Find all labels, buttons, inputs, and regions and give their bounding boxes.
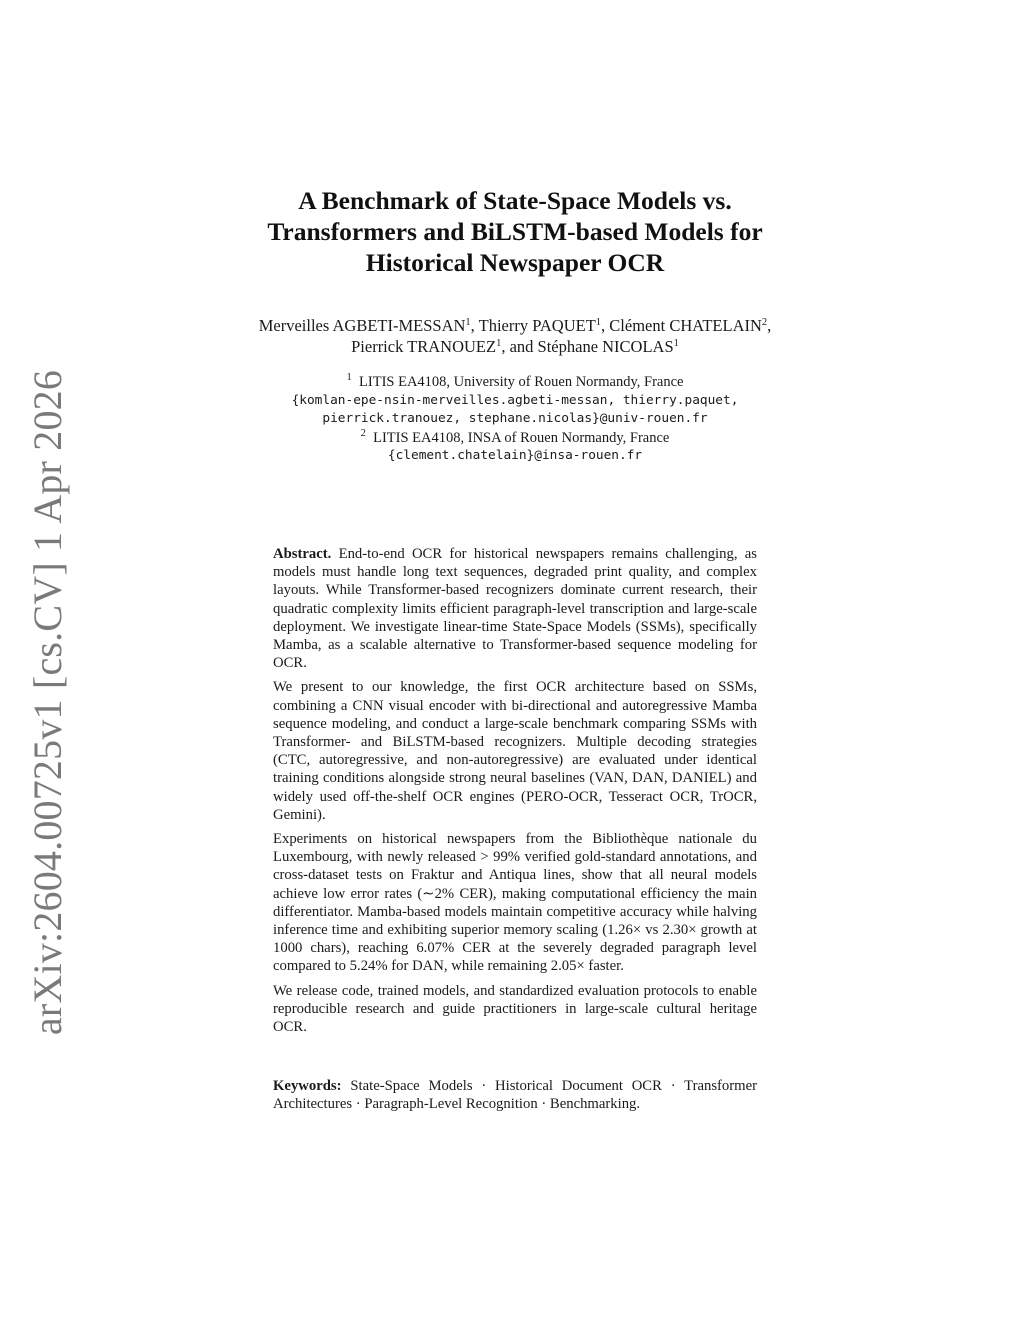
arxiv-id-text: arXiv:2604.00725v1 [cs.CV] 1 Apr 2026 xyxy=(25,369,70,1036)
author-separator: , xyxy=(470,316,479,335)
affiliation-2-text: LITIS EA4108, INSA of Rouen Normandy, France xyxy=(373,429,670,446)
author-line-2 xyxy=(200,336,830,357)
author-line-1 xyxy=(200,315,830,336)
affiliation-1-email-line-2: pierrick.tranouez, stephane.nicolas}@univ-rouen.fr xyxy=(322,411,708,426)
author-name: Merveilles AGBETI-MESSAN xyxy=(258,316,466,335)
author-affil-mark: 1 xyxy=(673,338,679,349)
author-affil-mark: 2 xyxy=(761,317,768,328)
affiliation-2 xyxy=(200,429,830,448)
author-affil-mark: 1 xyxy=(595,317,602,328)
abstract-p1-text: End-to-end OCR for historical newspapers remains challenging, as models must handle long text sequences, degraded print quality, and complex layouts. While Transformer-based recognizers dominate current research, their quadratic complexity limits efficient paragraph-level transcription and large-scale deployment. We investigate linear-time State-Space Models (SSMs), specifically Mamba, as a scalable alternative to Transformer-based sequence modeling for OCR. xyxy=(273,546,757,672)
author-affil-mark: 1 xyxy=(496,338,502,349)
title-line-1: A Benchmark of State-Space Models vs. xyxy=(298,186,732,215)
affiliation-1-mark: 1 xyxy=(346,372,352,383)
keywords-text: State-Space Models · Historical Document OCR · Transformer Architectures · Paragraph-Level Recognition · Benchmarking. xyxy=(273,1078,757,1113)
paper-title xyxy=(200,185,830,278)
title-line-3: Historical Newspaper OCR xyxy=(365,248,665,277)
affiliation-2-email: {clement.chatelain}@insa-rouen.fr xyxy=(387,448,643,463)
author-separator: , xyxy=(767,316,772,335)
arxiv-identifier xyxy=(8,0,88,1325)
abstract-paragraph-2: We present to our knowledge, the first OCR architecture based on SSMs, combining a CNN visual encoder with bi-directional and autoregressive Mamba sequence modeling, and conduct a large-scale benchmark comparing SSMs with Transformer- and BiLSTM-based recognizers. Multiple decoding strategies (CTC, autoregressive, and non-autoregressive) are evaluated under identical training conditions alongside strong neural baselines (VAN, DAN, DANIEL) and widely used off-the-shelf OCR engines (PERO-OCR, Tesseract OCR, TrOCR, Gemini). xyxy=(273,679,757,823)
title-line-2: Transformers and BiLSTM-based Models for xyxy=(267,217,763,246)
abstract xyxy=(273,545,757,1042)
abstract-label: Abstract. xyxy=(273,546,332,562)
affiliation-1-email-line-1: {komlan-epe-nsin-merveilles.agbeti-messan, thierry.paquet, xyxy=(291,392,739,408)
keywords xyxy=(273,1077,757,1113)
author-name: Thierry PAQUET xyxy=(478,316,596,335)
keywords-label: Keywords: xyxy=(273,1078,342,1094)
author-last-separator: , and xyxy=(501,337,538,356)
abstract-paragraph-4: We release code, trained models, and standardized evaluation protocols to enable reproducible research and guide practitioners in large-scale cultural heritage OCR. xyxy=(273,982,757,1036)
affiliations xyxy=(200,373,830,466)
author-separator: , xyxy=(601,316,610,335)
affiliation-1 xyxy=(200,373,830,392)
author-name: Stéphane NICOLAS xyxy=(537,337,674,356)
author-name: Clément CHATELAIN xyxy=(609,316,762,335)
abstract-paragraph-1 xyxy=(273,545,757,672)
affiliation-1-text: LITIS EA4108, University of Rouen Normandy, France xyxy=(359,374,684,390)
abstract-paragraph-3: Experiments on historical newspapers from the Bibliothèque nationale du Luxembourg, with newly released > 99% verified gold-standard annotations, and cross-dataset tests on Fraktur and Antiqua lines, show that all neural models achieve low error rates (∼2% CER), making computational efficiency the main differentiator. Mamba-based models maintain competitive accuracy while halving inference time and exhibiting superior memory scaling (1.26× vs 2.30× growth at 1000 chars), reaching 6.07% CER at the severely degraded paragraph level compared to 5.24% for DAN, while remaining 2.05× faster. xyxy=(273,831,757,975)
affiliation-2-mark: 2 xyxy=(360,427,366,439)
author-list xyxy=(200,315,830,357)
author-affil-mark: 1 xyxy=(465,317,471,328)
author-name: Pierrick TRANOUEZ xyxy=(351,337,497,356)
